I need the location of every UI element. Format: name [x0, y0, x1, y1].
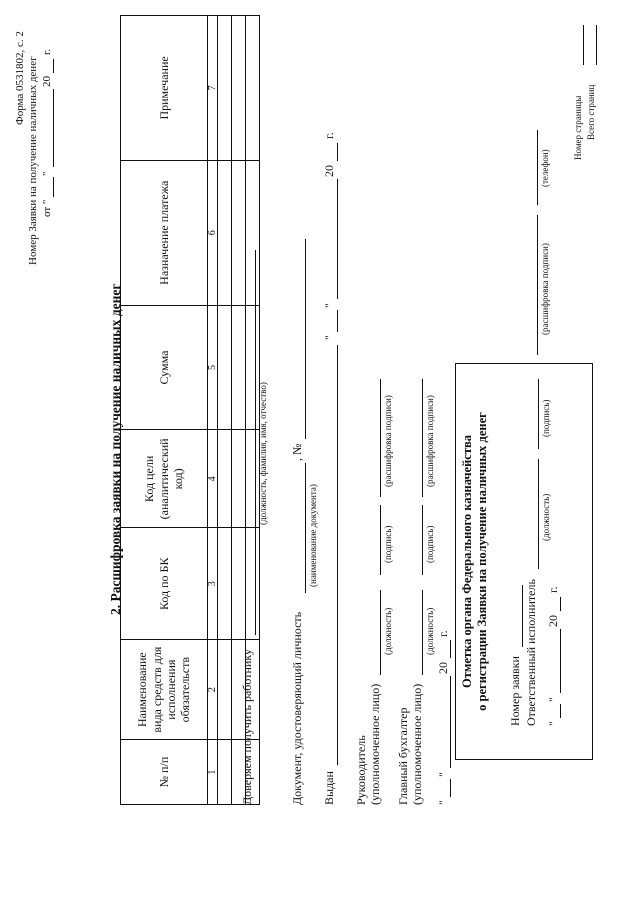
treasury-executor-label: Ответственный исполнитель [524, 579, 538, 726]
col-number: 1 [208, 740, 218, 805]
document-caption: (наименование документа) [308, 484, 318, 587]
trust-label: Доверяем получить работнику [240, 649, 254, 805]
document-name-line[interactable] [305, 463, 306, 593]
accountant-decode-line[interactable] [422, 379, 423, 497]
treasury-position-line[interactable] [538, 459, 539, 569]
head-label-sub: (уполномоченное лицо) [368, 683, 382, 805]
issued-quote-close: " [322, 303, 336, 308]
treasury-position-caption: (должность) [541, 493, 551, 541]
table-number-row [208, 16, 218, 805]
treasury-registration-box [455, 363, 593, 760]
table-cell[interactable] [218, 16, 232, 161]
issued-year-prefix: 20 [322, 165, 336, 177]
treasury-day-line[interactable] [560, 704, 561, 718]
treasury-year-line[interactable] [560, 597, 561, 611]
issued-quote-open: " [322, 335, 336, 340]
table-cell[interactable] [232, 430, 246, 528]
treasury-request-number-label: Номер заявки [508, 656, 522, 726]
request-date-from: от " [41, 199, 53, 217]
request-date-quote: " [41, 171, 53, 176]
treasury-quote-close: " [546, 697, 560, 702]
request-year-prefix: 20 [41, 76, 53, 87]
trust-caption: (должность, фамилия, имя, отчество) [258, 382, 268, 525]
header-cell-note: Примечание [121, 16, 208, 161]
issued-day-line[interactable] [337, 310, 338, 332]
issued-year-suffix: г. [322, 132, 336, 139]
accountant-signature-caption: (подпись) [425, 525, 435, 563]
table-cell[interactable] [232, 16, 246, 161]
treasury-signature-caption: (подпись) [541, 399, 551, 437]
date-year-suffix: г. [436, 630, 450, 637]
table-cell[interactable] [246, 528, 260, 640]
date-quote-close: " [436, 772, 450, 777]
document-number-line[interactable] [305, 239, 306, 439]
breakdown-table [120, 15, 260, 805]
treasury-phone-line[interactable] [537, 130, 538, 205]
table-cell[interactable] [218, 528, 232, 640]
page-number-label: Номер страницы [573, 95, 583, 160]
request-month-line[interactable] [53, 89, 54, 167]
head-position-caption: (должность) [383, 607, 393, 655]
accountant-decode-caption: (расшифровка подписи) [425, 395, 435, 487]
treasury-month-line[interactable] [560, 629, 561, 693]
header-cell-payment-purpose: Назначение платежа [121, 160, 208, 305]
treasury-decode-caption: (расшифровка подписи) [540, 243, 550, 335]
col-number: 7 [208, 16, 218, 161]
table-cell[interactable] [246, 160, 260, 305]
accountant-signature-line[interactable] [422, 505, 423, 575]
col-number: 4 [208, 430, 218, 528]
head-decode-caption: (расшифровка подписи) [383, 395, 393, 487]
date-year-prefix: 20 [436, 662, 450, 674]
accountant-position-caption: (должность) [425, 607, 435, 655]
treasury-year-prefix: 20 [546, 615, 560, 627]
treasury-signature-line[interactable] [538, 379, 539, 449]
table-cell[interactable] [232, 160, 246, 305]
date-day-line[interactable] [450, 779, 451, 797]
trust-employee-line[interactable] [255, 250, 256, 635]
request-day-line[interactable] [53, 177, 54, 197]
issued-month-line[interactable] [337, 179, 338, 299]
treasury-decode-line[interactable] [537, 215, 538, 355]
header-cell-sum: Сумма [121, 305, 208, 430]
treasury-phone-caption: (телефон) [540, 149, 550, 187]
header-cell-bk: Код по БК [121, 528, 208, 640]
head-signature-caption: (подпись) [383, 525, 393, 563]
treasury-year-suffix: г. [546, 586, 560, 593]
table-cell[interactable] [218, 160, 232, 305]
page-number-line[interactable] [583, 25, 584, 65]
issued-year-line[interactable] [337, 143, 338, 161]
document-label: Документ, удостоверяющий личность [290, 611, 304, 805]
issued-label: Выдан [322, 771, 336, 805]
header-cell-funds: Наименование вида средств для исполнения обязательств [121, 640, 208, 740]
table-cell[interactable] [246, 16, 260, 161]
treasury-request-number-line[interactable] [522, 585, 523, 647]
table-header-row [121, 16, 208, 805]
accountant-label: Главный бухгалтер [396, 707, 410, 805]
accountant-label-sub: (уполномоченное лицо) [410, 683, 424, 805]
table-cell[interactable] [232, 528, 246, 640]
col-number: 3 [208, 528, 218, 640]
request-year-line[interactable] [53, 59, 54, 73]
table-row [218, 16, 232, 805]
issued-by-line[interactable] [337, 345, 338, 765]
treasury-title: Отметка органа Федерального казначейства [460, 435, 474, 689]
form-code: Форма 0531802, с. 2 [14, 31, 26, 125]
table-cell[interactable] [218, 305, 232, 430]
table-cell[interactable] [232, 305, 246, 430]
col-number: 5 [208, 305, 218, 430]
head-decode-line[interactable] [380, 379, 381, 497]
request-year-suffix: г. [41, 48, 53, 55]
head-position-line[interactable] [380, 590, 381, 675]
col-number: 6 [208, 160, 218, 305]
table-cell[interactable] [218, 640, 232, 740]
date-quote-open: " [436, 800, 450, 805]
request-number-label: Номер Заявки на получение наличных денег [27, 56, 39, 265]
treasury-subtitle: о регистрации Заявки на получение наличных денег [475, 412, 489, 711]
section-title: 2. Расшифровка заявки на получение наличных денег [108, 283, 123, 615]
total-pages-label: Всего страниц [586, 84, 596, 140]
head-label: Руководитель [354, 735, 368, 805]
header-cell-num: № п/п [121, 740, 208, 805]
document-number-label: , № [290, 443, 304, 461]
accountant-position-line[interactable] [422, 590, 423, 675]
total-pages-line[interactable] [596, 25, 597, 65]
header-cell-purpose-code: Код цели (аналитический код) [121, 430, 208, 528]
table-cell[interactable] [218, 740, 232, 805]
col-number: 2 [208, 640, 218, 740]
date-year-line[interactable] [450, 640, 451, 658]
date-month-line[interactable] [450, 676, 451, 768]
treasury-quote-open: " [546, 721, 560, 726]
head-signature-line[interactable] [380, 505, 381, 575]
table-cell[interactable] [218, 430, 232, 528]
